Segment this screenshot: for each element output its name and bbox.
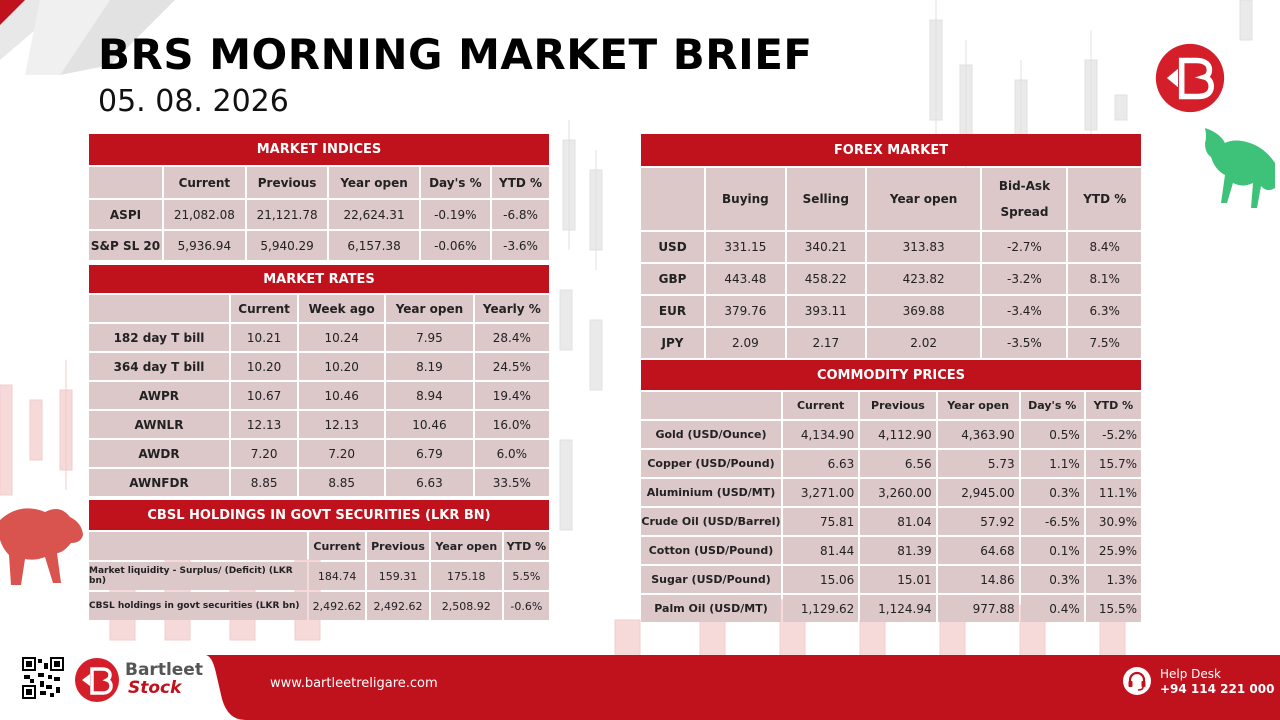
table-row [641, 450, 1141, 477]
forex-title: FOREX MARKET [641, 134, 1141, 166]
cell: 8.1% [1068, 264, 1141, 294]
col-header: Year open [329, 167, 418, 198]
cell: 3,271.00 [783, 479, 858, 506]
cell: 2,508.92 [431, 592, 502, 620]
col-header [641, 168, 704, 230]
cell: 2,492.62 [309, 592, 365, 620]
cbsl-holdings-table [87, 498, 551, 622]
cell: 1,129.62 [783, 595, 858, 622]
cell: 16.0% [475, 411, 549, 438]
cell: 19.4% [475, 382, 549, 409]
cell: 81.39 [860, 537, 935, 564]
table-row [641, 232, 1141, 262]
commodity-prices-table [639, 358, 1143, 624]
table-row [641, 537, 1141, 564]
table-row [641, 508, 1141, 535]
row-label: S&P SL 20 [89, 231, 162, 260]
cell: 313.83 [867, 232, 981, 262]
table-row [641, 566, 1141, 593]
cell: 5.5% [504, 562, 549, 590]
row-label: Cotton (USD/Pound) [641, 537, 781, 564]
cell: 8.4% [1068, 232, 1141, 262]
cell: 0.3% [1021, 479, 1084, 506]
cell: 10.20 [231, 353, 297, 380]
col-header: Selling [787, 168, 865, 230]
cell: 331.15 [706, 232, 785, 262]
cell: 21,121.78 [247, 200, 328, 229]
cell: 369.88 [867, 296, 981, 326]
cell: 14.86 [938, 566, 1019, 593]
col-header: Bid-Ask Spread [982, 168, 1066, 230]
cell: 2,945.00 [938, 479, 1019, 506]
cell: 0.3% [1021, 566, 1084, 593]
cell: 75.81 [783, 508, 858, 535]
col-header: Current [164, 167, 245, 198]
qr-code-icon[interactable] [22, 657, 64, 699]
cell: 393.11 [787, 296, 865, 326]
cell: 2.02 [867, 328, 981, 358]
cell: 6,157.38 [329, 231, 418, 260]
table-row [641, 479, 1141, 506]
cell: 10.67 [231, 382, 297, 409]
row-label: ASPI [89, 200, 162, 229]
row-label: Palm Oil (USD/MT) [641, 595, 781, 622]
col-header: Year open [867, 168, 981, 230]
headset-icon [1122, 666, 1152, 696]
cell: 1,124.94 [860, 595, 935, 622]
brand-name-bottom: Stock [128, 678, 182, 698]
cell: 10.20 [299, 353, 384, 380]
cell: 10.24 [299, 324, 384, 351]
table-row [89, 411, 549, 438]
cell: 4,112.90 [860, 421, 935, 448]
cell: 8.94 [386, 382, 473, 409]
cell: 8.85 [299, 469, 384, 496]
cell: 15.7% [1086, 450, 1141, 477]
market-rates-title: MARKET RATES [89, 265, 549, 293]
cell: 6.63 [386, 469, 473, 496]
col-header: Yearly % [475, 295, 549, 322]
row-label: AWPR [89, 382, 229, 409]
cell: -3.4% [982, 296, 1066, 326]
cell: 5.73 [938, 450, 1019, 477]
table-row [89, 353, 549, 380]
col-header: Current [783, 392, 858, 419]
cell: 175.18 [431, 562, 502, 590]
table-row [89, 324, 549, 351]
cell: -2.7% [982, 232, 1066, 262]
cell: 6.3% [1068, 296, 1141, 326]
cell: 10.21 [231, 324, 297, 351]
row-label: EUR [641, 296, 704, 326]
table-row [89, 382, 549, 409]
cell: 33.5% [475, 469, 549, 496]
cbsl-title: CBSL HOLDINGS IN GOVT SECURITIES (LKR BN) [89, 500, 549, 530]
helpdesk-phone[interactable]: +94 114 221 000 [1160, 682, 1275, 696]
cell: 0.1% [1021, 537, 1084, 564]
col-header: Previous [860, 392, 935, 419]
row-label: Copper (USD/Pound) [641, 450, 781, 477]
forex-market-table [639, 132, 1143, 360]
col-header [89, 295, 229, 322]
table-row [89, 231, 549, 260]
col-header [641, 392, 781, 419]
col-header: Previous [247, 167, 328, 198]
cell: 30.9% [1086, 508, 1141, 535]
row-label: 182 day T bill [89, 324, 229, 351]
cell: 8.19 [386, 353, 473, 380]
cell: 4,134.90 [783, 421, 858, 448]
market-rates-table [87, 263, 551, 498]
col-header: Previous [367, 532, 429, 560]
cell: 6.0% [475, 440, 549, 467]
cell: 12.13 [231, 411, 297, 438]
row-label: AWNLR [89, 411, 229, 438]
cell: 6.56 [860, 450, 935, 477]
col-header: YTD % [1086, 392, 1141, 419]
market-indices-title: MARKET INDICES [89, 134, 549, 165]
cell: 24.5% [475, 353, 549, 380]
cell: 7.20 [231, 440, 297, 467]
row-label: Sugar (USD/Pound) [641, 566, 781, 593]
cell: 64.68 [938, 537, 1019, 564]
table-row [641, 328, 1141, 358]
cell: 22,624.31 [329, 200, 418, 229]
commodity-title: COMMODITY PRICES [641, 360, 1141, 390]
cell: -6.8% [492, 200, 549, 229]
col-header: Current [309, 532, 365, 560]
cell: 6.63 [783, 450, 858, 477]
cell: 81.04 [860, 508, 935, 535]
row-label: Gold (USD/Ounce) [641, 421, 781, 448]
website-link[interactable]: www.bartleetreligare.com [270, 676, 438, 691]
cell: 2,492.62 [367, 592, 429, 620]
cell: 0.5% [1021, 421, 1084, 448]
row-label: CBSL holdings in govt securities (LKR bn) [89, 592, 307, 620]
table-row [641, 296, 1141, 326]
row-label: JPY [641, 328, 704, 358]
cell: -0.06% [421, 231, 490, 260]
cell: 28.4% [475, 324, 549, 351]
brand-name-top: Bartleet [125, 660, 203, 680]
row-label: USD [641, 232, 704, 262]
col-header: YTD % [492, 167, 549, 198]
row-label: Market liquidity - Surplus/ (Deficit) (LKR bn) [89, 562, 307, 590]
cell: 7.95 [386, 324, 473, 351]
table-row [89, 440, 549, 467]
cell: 423.82 [867, 264, 981, 294]
cell: -6.5% [1021, 508, 1084, 535]
row-label: Aluminium (USD/MT) [641, 479, 781, 506]
row-label: AWDR [89, 440, 229, 467]
page-title: BRS MORNING MARKET BRIEF [98, 30, 813, 79]
cell: 15.01 [860, 566, 935, 593]
col-header: Day's % [1021, 392, 1084, 419]
cell: 10.46 [299, 382, 384, 409]
col-header: Year open [431, 532, 502, 560]
col-header: Year open [938, 392, 1019, 419]
cell: -5.2% [1086, 421, 1141, 448]
cell: 25.9% [1086, 537, 1141, 564]
cell: 21,082.08 [164, 200, 245, 229]
cell: -0.19% [421, 200, 490, 229]
col-header: Current [231, 295, 297, 322]
col-header: Day's % [421, 167, 490, 198]
col-header: Buying [706, 168, 785, 230]
cell: 57.92 [938, 508, 1019, 535]
col-header [89, 167, 162, 198]
cell: 5,940.29 [247, 231, 328, 260]
cell: 184.74 [309, 562, 365, 590]
market-indices-table [87, 132, 551, 262]
cell: 10.46 [386, 411, 473, 438]
cell: 15.5% [1086, 595, 1141, 622]
col-header: Week ago [299, 295, 384, 322]
helpdesk-label: Help Desk [1160, 667, 1221, 681]
cell: 12.13 [299, 411, 384, 438]
cell: 379.76 [706, 296, 785, 326]
bear-icon [0, 500, 85, 595]
row-label: AWNFDR [89, 469, 229, 496]
cell: 340.21 [787, 232, 865, 262]
table-row [89, 469, 549, 496]
bull-icon [1200, 118, 1280, 213]
table-row [89, 592, 549, 620]
bartleet-logo-icon[interactable] [1151, 42, 1229, 114]
cell: 3,260.00 [860, 479, 935, 506]
report-date: 05. 08. 2026 [98, 84, 289, 119]
table-row [89, 200, 549, 229]
cell: 1.1% [1021, 450, 1084, 477]
cell: 81.44 [783, 537, 858, 564]
cell: 11.1% [1086, 479, 1141, 506]
cell: 4,363.90 [938, 421, 1019, 448]
row-label: GBP [641, 264, 704, 294]
cell: 7.5% [1068, 328, 1141, 358]
cell: 8.85 [231, 469, 297, 496]
bartleet-stock-logo-icon[interactable] [74, 657, 120, 703]
table-row [89, 562, 549, 590]
cell: 443.48 [706, 264, 785, 294]
cell: 2.09 [706, 328, 785, 358]
cell: 5,936.94 [164, 231, 245, 260]
col-header: YTD % [1068, 168, 1141, 230]
cell: -3.6% [492, 231, 549, 260]
table-row [641, 264, 1141, 294]
cell: 977.88 [938, 595, 1019, 622]
cell: 7.20 [299, 440, 384, 467]
cell: 2.17 [787, 328, 865, 358]
col-header [89, 532, 307, 560]
cell: -3.5% [982, 328, 1066, 358]
cell: 458.22 [787, 264, 865, 294]
col-header: Year open [386, 295, 473, 322]
cell: -3.2% [982, 264, 1066, 294]
cell: 1.3% [1086, 566, 1141, 593]
col-header: YTD % [504, 532, 549, 560]
cell: -0.6% [504, 592, 549, 620]
cell: 15.06 [783, 566, 858, 593]
row-label: Crude Oil (USD/Barrel) [641, 508, 781, 535]
table-row [641, 421, 1141, 448]
table-row [641, 595, 1141, 622]
cell: 0.4% [1021, 595, 1084, 622]
cell: 6.79 [386, 440, 473, 467]
row-label: 364 day T bill [89, 353, 229, 380]
cell: 159.31 [367, 562, 429, 590]
